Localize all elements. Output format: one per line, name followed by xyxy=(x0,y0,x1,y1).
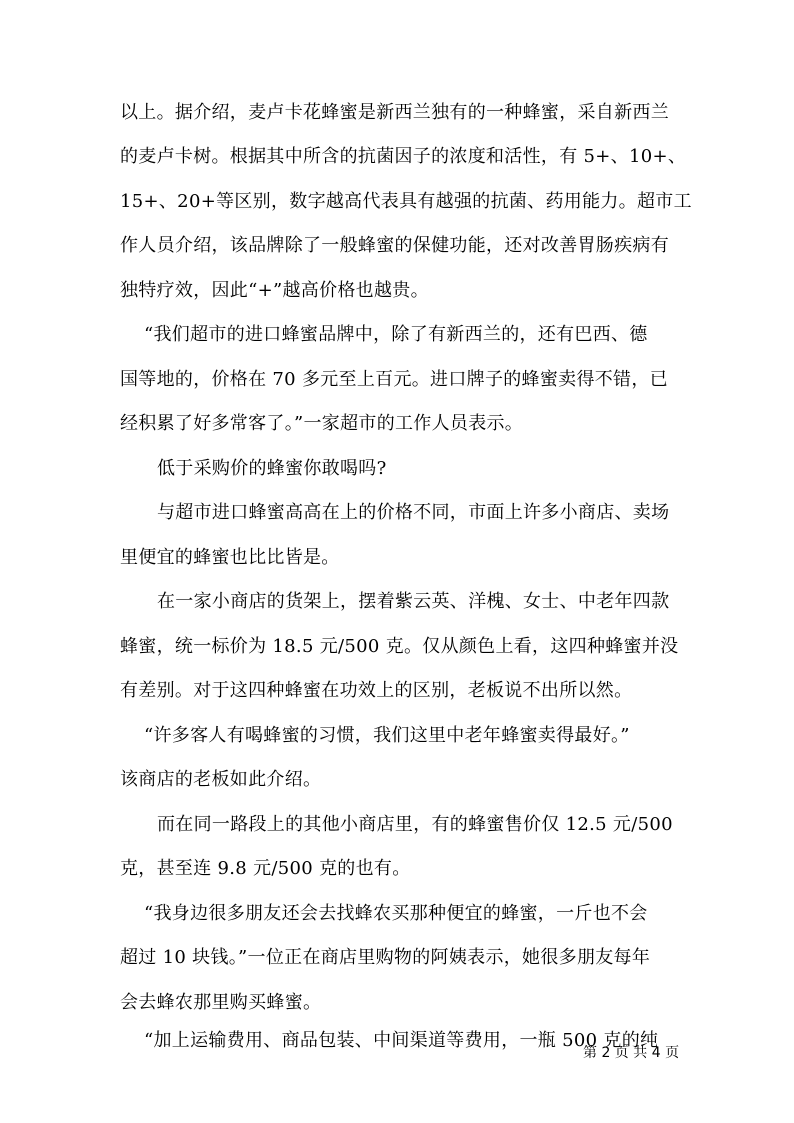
text-line: “许多客人有喝蜂蜜的习惯，我们这里中老年蜂蜜卖得最好。” xyxy=(144,725,630,746)
text-line: 里便宜的蜂蜜也比比皆是。 xyxy=(120,547,340,568)
section-heading: 低于采购价的蜂蜜你敢喝吗? xyxy=(157,458,387,479)
text-line: 该商店的老板如此介绍。 xyxy=(120,769,322,790)
text-line: 15+、20+等区别，数字越高代表具有越强的抗菌、药用能力。超市工 xyxy=(120,191,692,212)
text-line: 克，甚至连 9.8 元/500 克的也有。 xyxy=(120,858,411,879)
text-line: “我身边很多朋友还会去找蜂农买那种便宜的蜂蜜，一斤也不会 xyxy=(144,903,648,924)
text-line: “我们超市的进口蜂蜜品牌中，除了有新西兰的，还有巴西、德 xyxy=(144,324,648,345)
text-line: 在一家小商店的货架上，摆着紫云英、洋槐、女士、中老年四款 xyxy=(157,591,670,612)
text-line: 经积累了好多常客了。”一家超市的工作人员表示。 xyxy=(120,413,524,434)
text-line: 而在同一路段上的其他小商店里，有的蜂蜜售价仅 12.5 元/500 xyxy=(157,814,673,835)
text-line: 蜂蜜，统一标价为 18.5 元/500 克。仅从颜色上看，这四种蜂蜜并没 xyxy=(120,636,679,657)
text-line: 独特疗效，因此“+”越高价格也越贵。 xyxy=(120,280,429,301)
text-line: 以上。据介绍，麦卢卡花蜂蜜是新西兰独有的一种蜂蜜，采自新西兰 xyxy=(120,102,669,123)
text-line: 作人员介绍，该品牌除了一般蜂蜜的保健功能，还对改善胃肠疾病有 xyxy=(120,235,669,256)
page-number: 第 2 页 共 4 页 xyxy=(583,1045,680,1061)
text-line: 国等地的，价格在 70 多元至上百元。进口牌子的蜂蜜卖得不错，已 xyxy=(120,369,668,390)
text-line: 会去蜂农那里购买蜂蜜。 xyxy=(120,992,322,1013)
text-line: 超过 10 块钱。”一位正在商店里购物的阿姨表示，她很多朋友每年 xyxy=(120,947,651,968)
text-line: 有差别。对于这四种蜂蜜在功效上的区别，老板说不出所以然。 xyxy=(120,680,633,701)
text-line: 与超市进口蜂蜜高高在上的价格不同，市面上许多小商店、卖场 xyxy=(157,502,670,523)
text-line: 的麦卢卡树。根据其中所含的抗菌因子的浓度和活性，有 5+、10+、 xyxy=(120,146,687,167)
text-line: “加上运输费用、商品包装、中间渠道等费用，一瓶 500 克的纯 xyxy=(144,1030,659,1051)
